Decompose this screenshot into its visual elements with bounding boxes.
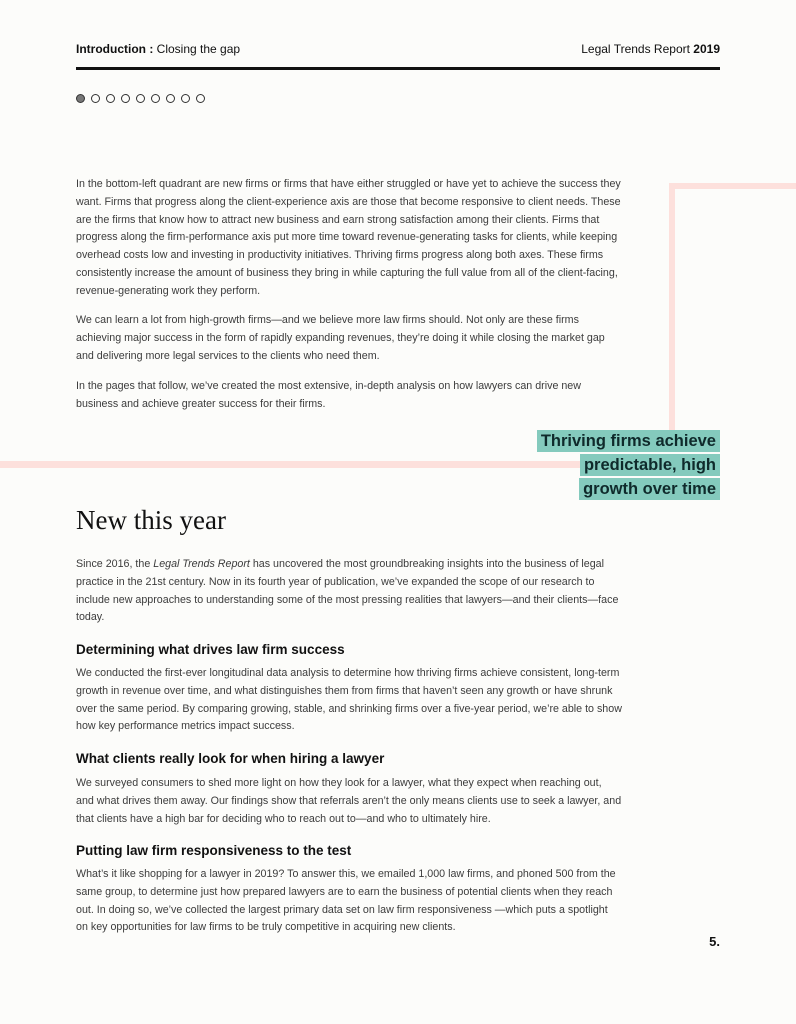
pull-quote — [537, 430, 720, 502]
header-divider — [76, 67, 720, 70]
header-section-label: Introduction : — [76, 42, 154, 56]
subsection-body-clients: We surveyed consumers to shed more light on how they look for a lawyer, what they expect when reaching out, and what drives them away. Our findings show that referrals aren’t the only means clients use to seek a lawyer, and that clients have a high bar for deciding who to reach out to—and who to ultimately hire. — [76, 777, 622, 825]
section-intro-paragraph — [76, 556, 622, 627]
intro-paragraph-1: In the bottom-left quadrant are new firms or firms that have either struggled or have yet to achieve the success they want. Firms that progress along the client-experience axis are those that become responsive to client needs. These are the firms that know how to attract new business and earn strong satisfaction among their clients. Firms that progress along the firm-performance axis put more time toward revenue-generating tasks for clients, while keeping overhead costs low and investing in productivity initiatives. Thriving firms progress along both axes. These firms consistently increase the amount of business they bring in while capturing the full value from all of the client-facing, revenue-generating work they perform. — [76, 178, 621, 297]
page-header — [76, 42, 720, 58]
header-report — [581, 42, 720, 56]
subsection-title-success: Determining what drives law firm success — [76, 642, 345, 657]
intro-paragraph-2: We can learn a lot from high-growth firms—and we believe more law firms should. Not only are these firms achieving major success in the form of rapidly expanding revenues, they’re doing it while closing the market gap and delivering more legal services to the clients who need them. — [76, 314, 605, 362]
pull-quote-line-2: predictable, high — [580, 454, 720, 476]
report-name-italic: Legal Trends Report — [153, 558, 250, 570]
decorative-pink-top-line — [669, 183, 796, 189]
intro-paragraph-3: In the pages that follow, we’ve created the most extensive, in-depth analysis on how lawyers can drive new business and achieve greater success for their firms. — [76, 380, 581, 410]
section-intro-after: has uncovered the most groundbreaking insights into the business of legal practice in the 21st century. Now in its fourth year of publication, we’ve expanded the scope of our research to include new approaches to understanding some of the most pressing realities that lawyers—and their clients—face today. — [76, 558, 619, 624]
progress-dot — [121, 94, 130, 103]
progress-dot — [181, 94, 190, 103]
subsection-body-success: We conducted the first-ever longitudinal data analysis to determine how thriving firms achieve consistent, long-term growth in revenue over time, and what distinguishes them from firms that haven’t seen any growth or have shrunk over the same period. By comparing growing, stable, and shrinking firms over a five-year period, we’re able to show how key performance metrics impact success. — [76, 667, 622, 733]
progress-dot — [196, 94, 205, 103]
page-progress-dots — [76, 94, 205, 103]
progress-dot — [136, 94, 145, 103]
progress-dot — [166, 94, 175, 103]
subsection-title-clients: What clients really look for when hiring a lawyer — [76, 751, 385, 766]
progress-dot — [76, 94, 85, 103]
pull-quote-line-3: growth over time — [579, 478, 720, 500]
decorative-pink-vertical-line — [669, 183, 675, 433]
header-report-year: 2019 — [693, 42, 720, 56]
page-number: 5. — [709, 934, 720, 949]
header-section — [76, 42, 240, 56]
subsection-body-responsiveness: What’s it like shopping for a lawyer in 2019? To answer this, we emailed 1,000 law firms, and phoned 500 from the same group, to determine just how prepared lawyers are to earn the business of potential clients when they reach out. In doing so, we’ve collected the largest primary data set on law firm responsiveness —which puts a spotlight on key opportunities for law firms to be truly competitive in acquiring new clients. — [76, 868, 616, 934]
section-intro-before: Since 2016, the — [76, 558, 154, 570]
header-report-title: Legal Trends Report — [581, 42, 694, 56]
progress-dot — [91, 94, 100, 103]
progress-dot — [106, 94, 115, 103]
progress-dot — [151, 94, 160, 103]
header-section-title: Closing the gap — [153, 42, 241, 56]
section-title: New this year — [76, 505, 226, 535]
pull-quote-line-1: Thriving firms achieve — [537, 430, 720, 452]
subsection-title-responsiveness: Putting law firm responsiveness to the test — [76, 843, 352, 858]
